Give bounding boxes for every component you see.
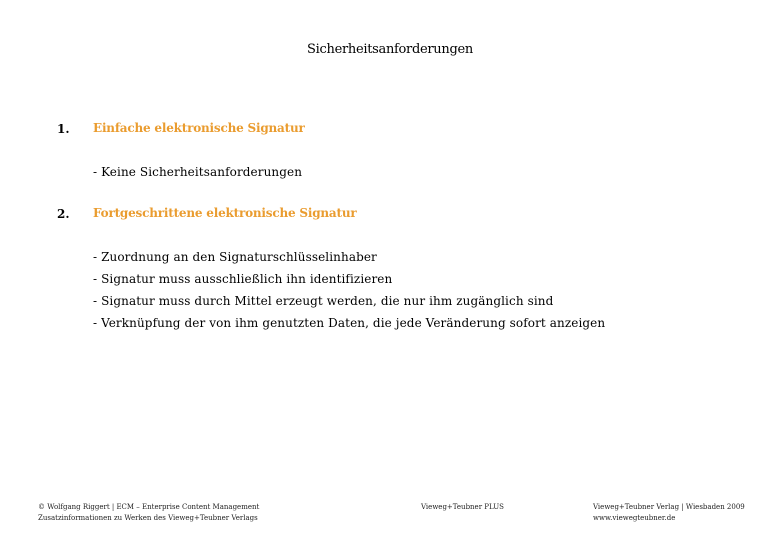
footer-left-line-1: © Wolfgang Riggert | ECM – Enterprise Content Management — [38, 503, 260, 511]
section-1-bullet-1: - Keine Sicherheitsanforderungen — [93, 165, 303, 179]
footer-right-line-2: www.viewegteubner.de — [593, 514, 676, 522]
section-2-bullet-4: - Verknüpfung der von ihm genutzten Daten, die jede Veränderung sofort anzeigen — [93, 316, 606, 330]
page-title-text: Sicherheitsanforderungen — [307, 42, 473, 57]
section-1-number: 1. — [57, 122, 70, 136]
footer-right-line-1: Vieweg+Teubner Verlag | Wiesbaden 2009 — [593, 503, 745, 511]
page-title — [0, 42, 780, 57]
section-2-number: 2. — [57, 207, 70, 221]
section-2-bullet-1: - Zuordnung an den Signaturschlüsselinhaber — [93, 250, 377, 264]
section-2-bullet-3: - Signatur muss durch Mittel erzeugt werden, die nur ihm zugänglich sind — [93, 294, 554, 308]
section-2-heading: Fortgeschrittene elektronische Signatur — [93, 206, 357, 220]
section-1-heading: Einfache elektronische Signatur — [93, 121, 305, 135]
footer-left-line-2: Zusatzinformationen zu Werken des Vieweg+Teubner Verlags — [38, 514, 258, 522]
section-2-bullet-2: - Signatur muss ausschließlich ihn identifizieren — [93, 272, 393, 286]
footer-center-line-1: Vieweg+Teubner PLUS — [421, 503, 504, 511]
